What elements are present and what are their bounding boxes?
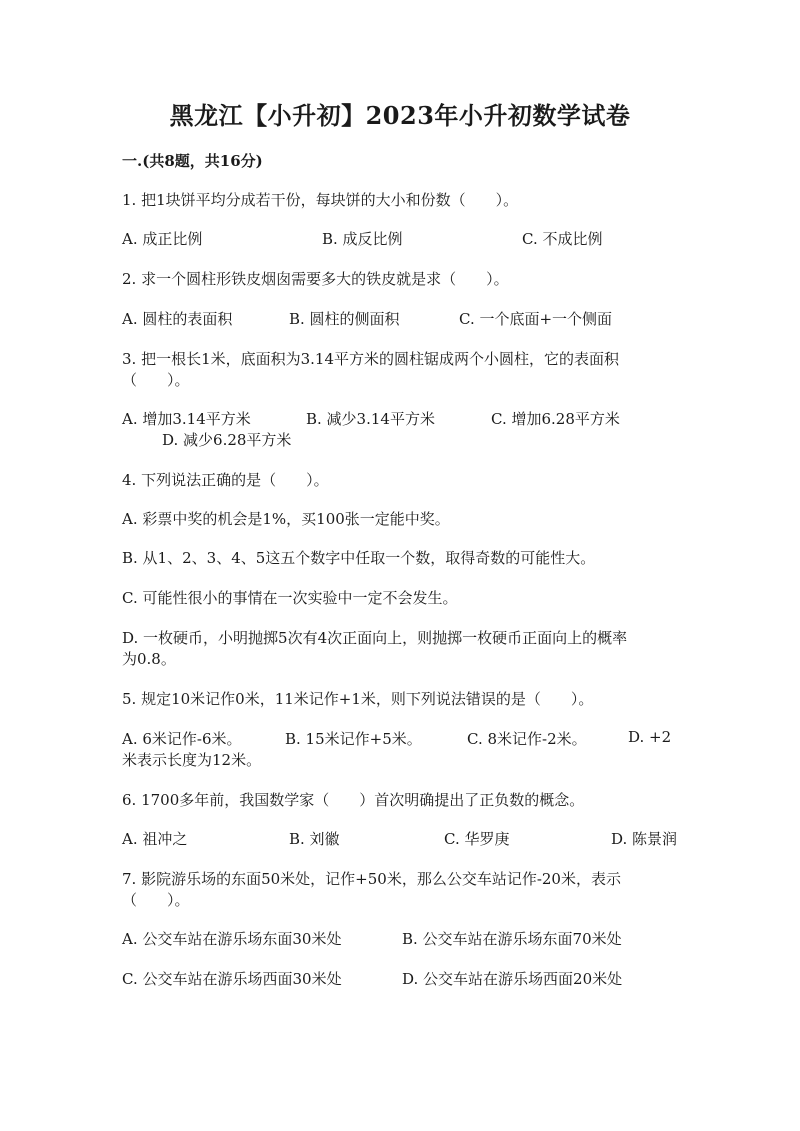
question-3-stem-line-2: （ ）。 xyxy=(122,371,190,389)
question-5-option-a: A. 6米记作-6米。 xyxy=(122,730,242,748)
question-4-stem: 4. 下列说法正确的是（ ）。 xyxy=(122,471,329,489)
question-7-option-c: C. 公交车站在游乐场西面30米处 xyxy=(122,970,342,988)
question-4-option-b: B. 从1、2、3、4、5这五个数字中任取一个数，取得奇数的可能性大。 xyxy=(122,549,596,567)
question-6-option-a: A. 祖冲之 xyxy=(122,830,188,848)
question-1-option-c: C. 不成比例 xyxy=(522,230,603,248)
question-6-option-d: D. 陈景润 xyxy=(611,830,678,848)
question-3-option-d: D. 减少6.28平方米 xyxy=(162,431,292,449)
question-6-stem: 6. 1700多年前，我国数学家（ ）首次明确提出了正负数的概念。 xyxy=(122,791,585,809)
question-7-option-b: B. 公交车站在游乐场东面70米处 xyxy=(402,930,622,948)
question-7-stem-line-2: （ ）。 xyxy=(122,891,190,909)
question-3-option-c: C. 增加6.28平方米 xyxy=(491,410,620,428)
question-3-option-a: A. 增加3.14平方米 xyxy=(122,410,251,428)
section-heading: 一.(共8题，共16分) xyxy=(122,152,263,170)
question-6-option-b: B. 刘徽 xyxy=(289,830,340,848)
question-4-option-c: C. 可能性很小的事情在一次实验中一定不会发生。 xyxy=(122,589,458,607)
question-5-option-d: D. +2 xyxy=(628,728,672,746)
question-7-option-d: D. 公交车站在游乐场西面20米处 xyxy=(402,970,623,988)
question-1-stem: 1. 把1块饼平均分成若干份，每块饼的大小和份数（ ）。 xyxy=(122,191,519,209)
question-3-option-b: B. 减少3.14平方米 xyxy=(306,410,435,428)
question-1-option-b: B. 成反比例 xyxy=(322,230,403,248)
question-2-stem: 2. 求一个圆柱形铁皮烟囱需要多大的铁皮就是求（ ）。 xyxy=(122,270,509,288)
question-3-stem-line-1: 3. 把一根长1米，底面积为3.14平方米的圆柱锯成两个小圆柱，它的表面积 xyxy=(122,350,620,368)
question-7-option-a: A. 公交车站在游乐场东面30米处 xyxy=(122,930,342,948)
question-1-option-a: A. 成正比例 xyxy=(122,230,203,248)
question-5-option-b: B. 15米记作+5米。 xyxy=(285,730,422,748)
question-2-option-a: A. 圆柱的表面积 xyxy=(122,310,233,328)
question-5-stem: 5. 规定10米记作0米，11米记作+1米，则下列说法错误的是（ ）。 xyxy=(122,690,594,708)
question-2-option-c: C. 一个底面+一个侧面 xyxy=(459,310,613,328)
question-6-option-c: C. 华罗庚 xyxy=(444,830,510,848)
question-2-option-b: B. 圆柱的侧面积 xyxy=(289,310,400,328)
question-4-option-a: A. 彩票中奖的机会是1%，买100张一定能中奖。 xyxy=(122,510,450,528)
question-5-option-d-continued: 米表示长度为12米。 xyxy=(122,751,262,769)
question-7-stem-line-1: 7. 影院游乐场的东面50米处，记作+50米，那么公交车站记作-20米，表示 xyxy=(122,870,621,888)
question-4-option-d-continued: 为0.8。 xyxy=(122,650,176,668)
page-title: 黑龙江【小升初】2023年小升初数学试卷 xyxy=(169,101,631,130)
question-5-option-c: C. 8米记作-2米。 xyxy=(467,730,587,748)
question-4-option-d: D. 一枚硬币，小明抛掷5次有4次正面向上，则抛掷一枚硬币正面向上的概率 xyxy=(122,629,628,647)
